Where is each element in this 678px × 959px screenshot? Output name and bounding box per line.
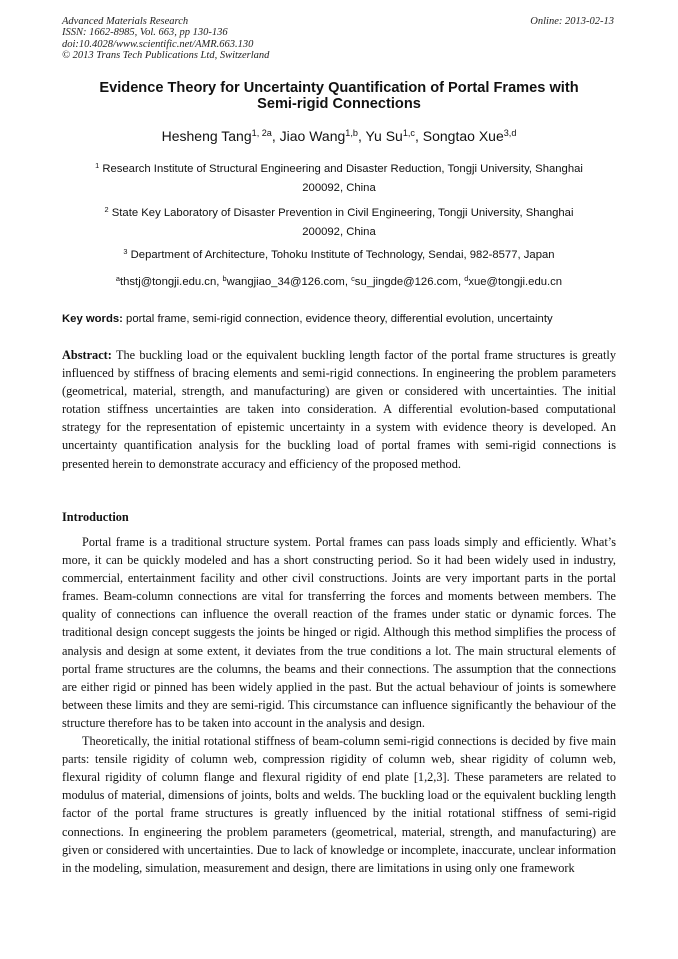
affiliation-text: Department of Architecture, Tohoku Institute of Technology, Sendai, 982-8577, Japan (130, 249, 555, 261)
email-mark: b (222, 273, 227, 283)
email (464, 273, 563, 288)
email-mark: d (464, 273, 469, 283)
email-mark: c (351, 273, 355, 283)
paper-title (62, 81, 616, 112)
author-list (40, 127, 638, 145)
paragraph: Theoretically, the initial rotational stiffness of beam-column semi-rigid connections is decided by five main parts: tensile rigidity of column web, compression rigidity of column web, shear rigidity of column web, flexural rigidity of column flange and flexural rigidity of end plate [1,2,3]. These parameters are related to modulus of material, dimensions of joints, bolts and welds. The buckling load or the equivalent buckling length factor of the portal frame structures is greatly influenced by the initial rotational stiffness of semi-rigid connections. In engineering the problem parameters (geometrical, material, strength, and manufacturing) are given or considered with uncertainties. Due to lack of knowledge or incomplete, inaccurate, unclear information in the modeling, simulation, measurement and design, there are limitations in using only one framework (62, 734, 616, 875)
affiliation-mark: 3 (123, 246, 128, 256)
author-name: Yu Su (365, 128, 403, 144)
email-separator: , (216, 276, 223, 288)
affiliation-text: State Key Laboratory of Disaster Prevention in Civil Engineering, Tongji University, Shanghai (111, 207, 574, 219)
keywords-label: Key words: (62, 313, 123, 325)
online-date: Online: 2013-02-13 (530, 16, 614, 27)
affiliation-text: 200092, China (302, 226, 376, 238)
email-address: wangjiao_34@126.com (226, 276, 345, 288)
affiliation-1 (62, 160, 616, 198)
author (280, 128, 366, 144)
affiliation-mark: 1 (95, 160, 100, 170)
email-separator: , (344, 276, 352, 288)
author-affiliation-mark: 3,d (503, 128, 517, 138)
section-heading: Introduction (62, 510, 129, 524)
introduction-body (62, 533, 616, 877)
title-line-2: Semi-rigid Connections (257, 95, 421, 112)
copyright-line: © 2013 Trans Tech Publications Ltd, Switzerland (62, 49, 270, 61)
affiliation-text: 200092, China (302, 182, 376, 194)
email-mark: a (115, 273, 120, 283)
author-separator: , (271, 128, 280, 144)
author-name: Songtao Xue (422, 128, 504, 144)
author-name: Jiao Wang (279, 128, 346, 144)
abstract-text: The buckling load or the equivalent buckling length factor of the portal frame structures is greatly influenced by stiffness of bracing elements and semi-rigid connections. In engineering the problem parameters (geometrical, material, strength, and manufacturing) are given or considered with uncertainties. The initial rotation stiffness uncertainties are taken into consideration. A differential evolution-based computational strategy for the representation of epistemic uncertainty in a system with evidence theory is developed. An uncertainty quantification analysis for the buckling load of portal frames with semi-rigid connections is presented herein to demonstrate accuracy and efficiency of the proposed method. (62, 348, 616, 471)
issn-line: ISSN: 1662-8985, Vol. 663, pp 130-136 (62, 27, 228, 39)
email-separator: , (457, 276, 465, 288)
author-separator: , (414, 128, 423, 144)
keywords (62, 311, 616, 328)
affiliation-2 (62, 204, 616, 242)
affiliation-text: Research Institute of Structural Engineering and Disaster Reduction, Tongji University, Shanghai (102, 163, 583, 175)
email (351, 273, 465, 288)
author (365, 128, 422, 144)
journal-header (62, 16, 269, 61)
abstract (62, 346, 616, 473)
author-name: Hesheng Tang (161, 128, 252, 144)
author (162, 128, 280, 144)
author (423, 128, 517, 144)
doi-line: doi:10.4028/www.scientific.net/AMR.663.130 (62, 38, 254, 50)
email (115, 273, 223, 288)
email-address: su_jingde@126.com (354, 276, 458, 288)
email-address: xue@tongji.edu.cn (468, 276, 563, 288)
affiliation-mark: 2 (104, 204, 109, 214)
author-affiliation-mark: 1,b (345, 128, 358, 138)
email-address: thstj@tongji.edu.cn (119, 276, 217, 288)
author-affiliation-mark: 1,c (402, 128, 415, 138)
author-affiliation-mark: 1, 2a (251, 128, 272, 138)
keywords-text: portal frame, semi-rigid connection, evidence theory, differential evolution, uncertainty (122, 313, 553, 325)
abstract-label: Abstract: (62, 348, 112, 362)
journal-name: Advanced Materials Research (62, 16, 189, 27)
paragraph: Portal frame is a traditional structure system. Portal frames can pass loads simply and efficiently. What’s more, it can be quickly modeled and has a short constructing period. So it had been widely used in industry, commercial, entertainment facility and other civil constructions. Joints are very important parts in the portal frames. Beam-column connections are vital for transferring the forces and moments between members. The quality of connections can influence the overall reaction of the frames under static or dynamic forces. The traditional design concept suggests the joints be hinged or rigid. Although this method simplifies the process of analysis and design at some extent, it deviates from the true conditions a lot. The main structural elements of portal frame structures are the columns, the beams and their connections. The assumption that the connections are either rigid or pinned has been widely applied in the past. But the actual behaviour of joints is somewhere between these limits and they are semi-rigid. This circumstance can influence significantly the behaviour of the structure therefore has to be taken into account in the analysis and design. (62, 535, 616, 730)
title-line-1: Evidence Theory for Uncertainty Quantification of Portal Frames with (99, 80, 579, 96)
affiliation-3 (62, 246, 616, 265)
author-separator: , (357, 128, 366, 144)
email-list (62, 273, 616, 291)
email (222, 273, 352, 288)
